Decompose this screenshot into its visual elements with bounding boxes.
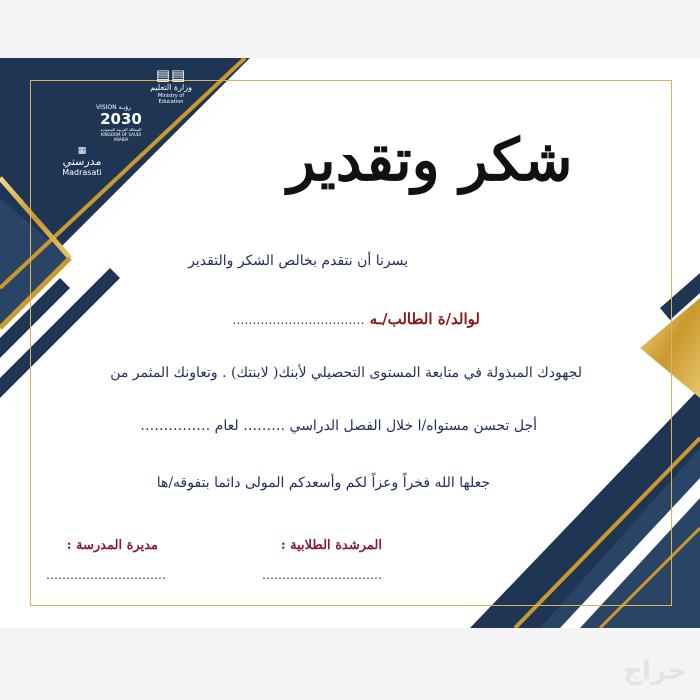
counselor-label: المرشدة الطلابية : xyxy=(280,538,382,553)
haraj-watermark: حراج xyxy=(623,656,686,686)
recipient-label: لوالد/ة الطالب/ـه xyxy=(369,310,480,328)
vision-word-ar: رؤيـة xyxy=(118,104,132,111)
body-line-1: لجهودك المبذولة في متابعة المستوى التحصيلي لأبنك( لابنتك) . وتعاونك المثمر من xyxy=(110,365,582,381)
madrasati-name-ar: مدرستي xyxy=(62,155,102,168)
madrasati-logo xyxy=(56,146,108,177)
recipient-dots: …………………………… xyxy=(232,313,365,327)
ministry-name-ar: وزارة التعليم xyxy=(150,83,192,92)
vision-country-ar: المملكة العربية السعودية xyxy=(100,127,142,132)
madrasati-grid-icon: ▦ xyxy=(77,146,87,156)
vision-word: VISION xyxy=(96,104,117,111)
madrasati-name-en: Madrasati xyxy=(62,168,102,177)
principal-label: مديرة المدرسة : xyxy=(66,538,158,553)
intro-line: يسرنا أن نتقدم بخالص الشكر والتقدير xyxy=(188,253,408,269)
recipient-line xyxy=(232,310,480,328)
vision-2030-logo xyxy=(96,104,146,142)
counselor-signature-dots: ………………………… xyxy=(262,568,382,582)
vision-country-en: KINGDOM OF SAUDI ARABIA xyxy=(100,132,142,142)
certificate-title: شكر وتقدير xyxy=(287,126,573,194)
vision-year: 2030 xyxy=(100,110,142,128)
wish-line: جعلها الله فخراً وعزاً لكم وأسعدكم المولى دائما بتفوقه/ها xyxy=(156,475,490,491)
principal-signature-dots: ………………………… xyxy=(46,568,166,582)
body-line-2: أجل تحسن مستواه/ا خلال الفصل الدراسي ……… لعام …………… xyxy=(140,418,537,434)
ministry-logo xyxy=(150,68,192,105)
certificate-card xyxy=(0,58,700,628)
ministry-emblem-icon: ▤▤ xyxy=(155,66,187,84)
ministry-name-en: Ministry of Education xyxy=(157,93,185,105)
